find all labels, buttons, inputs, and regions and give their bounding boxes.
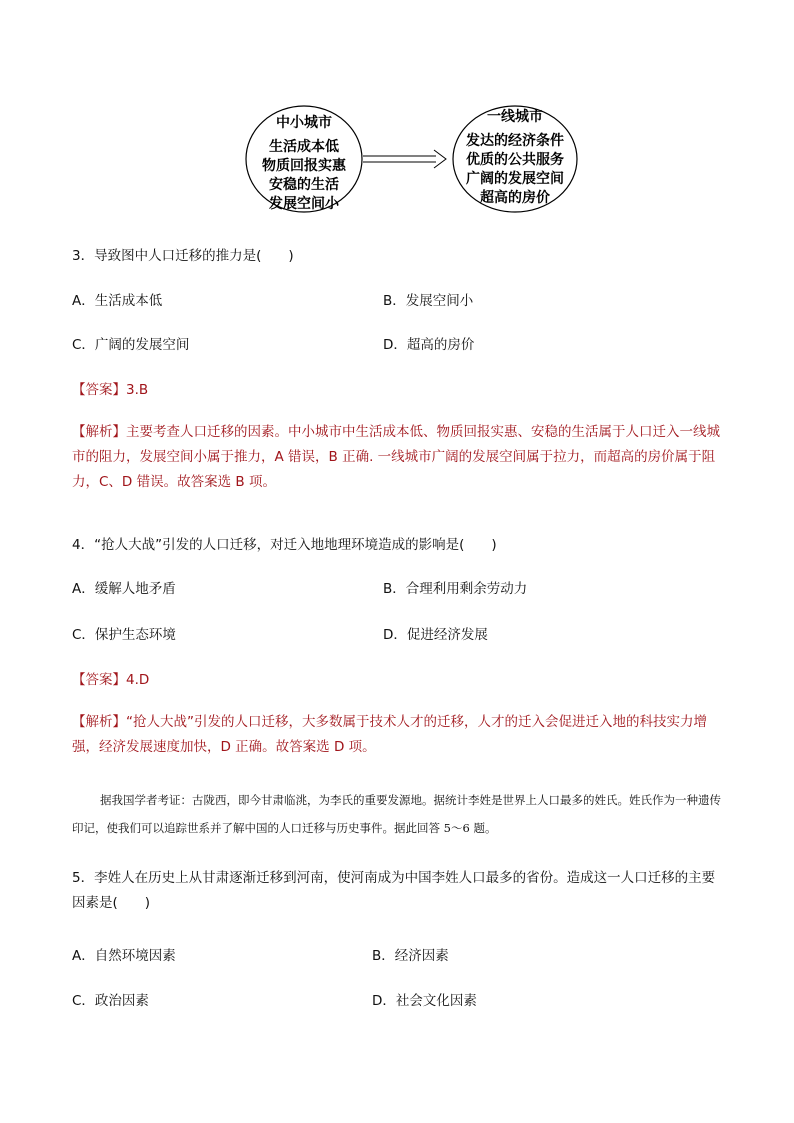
q3-answer — [72, 378, 148, 398]
q4-option-c[interactable]: C．保护生态环境 — [72, 627, 176, 643]
q4-option-a[interactable]: A．缓解人地矛盾 — [72, 581, 176, 597]
q4-option-b[interactable]: B．合理利用剩余劳动力 — [383, 581, 528, 597]
big-city-line: 发达的经济条件 — [466, 133, 564, 149]
q5-option-a[interactable]: A．自然环境因素 — [72, 948, 176, 964]
small-city-circle — [246, 114, 362, 214]
q3-option-c[interactable]: C．广阔的发展空间 — [72, 337, 190, 353]
small-city-title: 中小城市 — [276, 115, 332, 131]
small-city-line: 安稳的生活 — [269, 177, 339, 193]
q4-analysis — [72, 710, 722, 760]
q5-option-c[interactable]: C．政治因素 — [72, 993, 149, 1009]
q4-answer — [72, 668, 149, 688]
analysis-text: “抢人大战”引发的人口迁移，大多数属于技术人才的迁移，人才的迁入会促进迁入地的科技实力增强，经济发展速度加快，D 正确。故答案选 D 项。 — [72, 714, 707, 755]
q5-stem: 5．李姓人在历史上从甘肃逐渐迁移到河南，使河南成为中国李姓人口最多的省份。造成这一人口迁移的主要因素是( ) — [72, 870, 716, 911]
q3-stem: 3．导致图中人口迁移的推力是( ) — [72, 248, 294, 264]
answer-value: 4.D — [126, 672, 150, 688]
intro-passage: 据我国学者考证：古陇西，即今甘肃临洮，为李氏的重要发源地。据统计李姓是世界上人口最多的姓氏。姓氏作为一种遗传印记，使我们可以追踪世系并了解中国的人口迁移与历史事件。据此回答 5～6 题。 — [72, 793, 721, 835]
analysis-text: 主要考查人口迁移的因素。中小城市中生活成本低、物质回报实惠、安稳的生活属于人口迁入一线城市的阻力，发展空间小属于推力，A 错误，B 正确. 一线城市广阔的发展空间属于拉力，而超高的房价属于阻力，C、D 错误。故答案选 B 项。 — [72, 424, 720, 490]
q4-option-d[interactable]: D．促进经济发展 — [383, 627, 488, 643]
big-city-circle — [453, 108, 577, 208]
answer-tag: 【答案】 — [72, 672, 126, 688]
q3-option-d[interactable]: D．超高的房价 — [383, 337, 475, 353]
q3-analysis — [72, 420, 722, 495]
big-city-line: 优质的公共服务 — [466, 152, 564, 168]
q5-option-d[interactable]: D．社会文化因素 — [372, 993, 477, 1009]
migration-diagram — [240, 104, 585, 214]
answer-value: 3.B — [126, 382, 149, 398]
small-city-line: 生活成本低 — [269, 139, 339, 155]
small-city-line: 发展空间小 — [269, 196, 339, 212]
q3-option-a[interactable]: A．生活成本低 — [72, 293, 163, 309]
big-city-title: 一线城市 — [487, 109, 543, 125]
answer-tag: 【答案】 — [72, 382, 126, 398]
big-city-line: 超高的房价 — [480, 190, 550, 206]
small-city-line: 物质回报实惠 — [262, 158, 346, 174]
q3-option-b[interactable]: B．发展空间小 — [383, 293, 474, 309]
q4-stem: 4．“抢人大战”引发的人口迁移，对迁入地地理环境造成的影响是( ) — [72, 537, 497, 553]
q5-option-b[interactable]: B．经济因素 — [372, 948, 449, 964]
analysis-tag: 【解析】 — [72, 714, 126, 730]
arrow-icon — [363, 150, 446, 168]
big-city-line: 广阔的发展空间 — [466, 171, 564, 187]
analysis-tag: 【解析】 — [72, 424, 126, 440]
